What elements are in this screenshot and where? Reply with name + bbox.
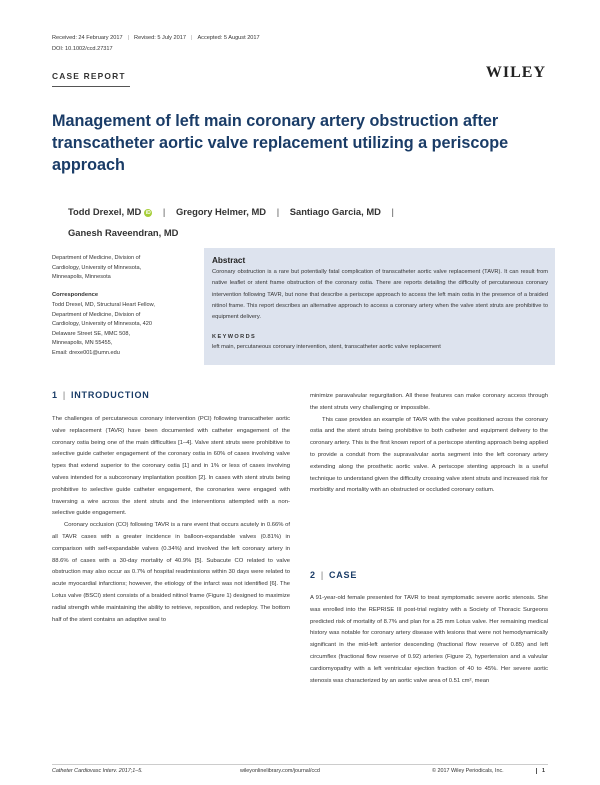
author-list bbox=[68, 201, 538, 243]
author-name: Santiago Garcia, MD bbox=[289, 206, 381, 217]
paragraph: The challenges of percutaneous coronary intervention (PCI) following transcatheter aortic valve replacement (TAVR) have been documented with catheter engagement of the coronary ostia being one of the main difficulties [1–4]. Valve stent struts were prohibitive to selective guide catheter engagement of the coronary ostia in 60% of cases involving valve types that extend superior to the coronary ostia [1] and in 1% or less of cases involving valves intended for a subcoronary implantation position [2]. In cases with stent struts being prohibitive to selective guide catheter engagement, the coronaries were engaged with traversing a wire across the stent struts and the interventions attempted with a non-selective guide engagement. bbox=[52, 416, 290, 517]
correspondence-line: Delaware Street SE, MMC 508, bbox=[52, 330, 131, 337]
section-number: 2 bbox=[310, 570, 316, 580]
orcid-icon[interactable]: iD bbox=[145, 210, 151, 216]
footer-url[interactable]: wileyonlinelibrary.com/journal/ccd bbox=[240, 768, 320, 774]
footer-copyright: © 2017 Wiley Periodicals, Inc. bbox=[432, 768, 504, 774]
correspondence-line: Minneapolis, MN 55455, bbox=[52, 340, 113, 346]
article-title: Management of left main coronary artery obstruction after transcatheter aortic valve replacement utilizing a periscope approach bbox=[52, 112, 509, 174]
revised-date: Revised: 5 July 2017 bbox=[134, 35, 186, 41]
page-number: 1 bbox=[536, 768, 545, 774]
paragraph: A 91-year-old female presented for TAVR to treat symptomatic severe aortic stenosis. She was enrolled into the REPRISE III post-trial registry with a Society of Thoracic Surgeons predicted risk of mortality of 8.7% and plan for a 25 mm Lotus valve. Her remaining medical history was notable for coronary artery disease with lesions that were not hemodynamically significant in the mid-left anterior descending (fractional flow reserve of 0.85) and left circumflex (fractional flow reserve of 0.92) arteries (Figure 2), hypertension and a valvular cardiomyopathy with a left ventricular ejection fraction of 40 to 45%. Her severe aortic stenosis was characterized by an aortic valve area of 0.51 cm², mean bbox=[310, 595, 548, 684]
affiliation bbox=[52, 254, 192, 283]
author-separator: | bbox=[162, 206, 166, 217]
correspondence-line: Department of Medicine, Division of bbox=[52, 311, 141, 318]
affiliation-line: Cardiology, University of Minnesota, bbox=[52, 264, 142, 271]
correspondence-line: Todd Drexel, MD, Structural Heart Fellow, bbox=[52, 302, 155, 308]
correspondence bbox=[52, 301, 192, 358]
author-separator: | bbox=[391, 206, 394, 217]
affiliation-line: Minneapolis, Minnesota bbox=[52, 274, 111, 280]
keywords-heading: KEYWORDS bbox=[212, 334, 257, 340]
article-dates bbox=[52, 35, 550, 41]
section-separator: | bbox=[62, 390, 66, 400]
author-name-text: Todd Drexel, MD bbox=[68, 206, 142, 217]
section-label: CASE REPORT bbox=[52, 71, 126, 81]
doi[interactable]: DOI: 10.1002/ccd.27317 bbox=[52, 46, 113, 52]
publisher-logo: WILEY bbox=[485, 64, 546, 81]
author-name: Gregory Helmer, MD bbox=[175, 206, 267, 217]
author-separator: | bbox=[276, 206, 280, 217]
abstract-heading: Abstract bbox=[212, 256, 246, 265]
section-heading-case bbox=[310, 570, 357, 580]
accepted-date: Accepted: 5 August 2017 bbox=[197, 35, 260, 41]
paragraph: minimize paravalvular regurgitation. All these features can make coronary access through the stent struts very challenging or impossible. bbox=[310, 393, 548, 411]
author-name: Ganesh Raveendran, MD bbox=[68, 227, 179, 238]
footer-divider bbox=[52, 764, 548, 765]
correspondence-heading: Correspondence bbox=[52, 292, 99, 298]
affiliation-line: Department of Medicine, Division of bbox=[52, 255, 141, 261]
abstract-text: Coronary obstruction is a rare but potentially fatal complication of transcatheter aortic valve replacement (TAVR). It can result from native leaflet or stent frame obstruction of the coronary ostia. There are reports detailing the difficulty of percutaneous coronary intervention following TAVR, but none that describe a periscope approach to access the left main ostia in the presence of a braided nitinol frame. This report describes an alternative approach to access a coronary artery when the valve stent struts are prohibitive to equipment delivery. bbox=[212, 269, 548, 321]
right-column-top bbox=[310, 391, 548, 497]
paragraph: Coronary occlusion (CO) following TAVR is a rare event that occurs acutely in 0.66% of all TAVR cases with a greater incidence in balloon-expandable valves (0.81%) in comparison with self-expandable valves (0.34%) and involved the left coronary artery in 88.6% of cases with a 30-day mortality of 40.9% [5]. Subacute CO related to valve obstruction may also occur as 0.7% of hospital readmissions within 30 days were related to acute myocardial infarctions; however, the etiology of the infarct was not identified [6]. The Lotus valve (BSCI) stent consists of a braided nitinol frame (Figure 1) designed to maximize radial strength while maintaining the ability to retrieve, reposition, and redeploy. The bottom half of the stent contains an adaptive seal to bbox=[52, 522, 290, 623]
author-name bbox=[68, 206, 155, 217]
received-date: Received: 24 February 2017 bbox=[52, 35, 123, 41]
footer-journal: Catheter Cardiovasc Interv. 2017;1–5. bbox=[52, 768, 143, 774]
keywords-text: left main, percutaneous coronary intervention, stent, transcatheter aortic valve replacement bbox=[212, 344, 441, 350]
right-column-bottom bbox=[310, 593, 548, 687]
section-title: INTRODUCTION bbox=[70, 390, 150, 400]
divider bbox=[52, 86, 130, 87]
paragraph: This case provides an example of TAVR with the valve positioned across the coronary ostia and the stent struts being prohibitive to both catheter and equipment delivery to the coronary artery. This is the first known report of a periscope stenting approach being applied to provide a conduit from the supravalvular aorta segment into the left coronary artery extending along the prosthetic aortic valve. A periscope stenting approach is a useful technique to understand given the difficulty crossing valve stent struts and increased risk for morbidity and mortality with an obstructed or occluded coronary ostium. bbox=[310, 416, 548, 494]
left-column bbox=[52, 414, 290, 626]
section-heading-introduction bbox=[52, 390, 150, 400]
correspondence-email[interactable]: Email: drexe001@umn.edu bbox=[52, 349, 120, 356]
date-separator: | bbox=[190, 35, 193, 41]
date-separator: | bbox=[127, 35, 130, 41]
correspondence-line: Cardiology, University of Minnesota, 420 bbox=[52, 321, 153, 327]
section-title: CASE bbox=[328, 570, 358, 580]
section-separator: | bbox=[320, 570, 324, 580]
section-number: 1 bbox=[52, 390, 58, 400]
